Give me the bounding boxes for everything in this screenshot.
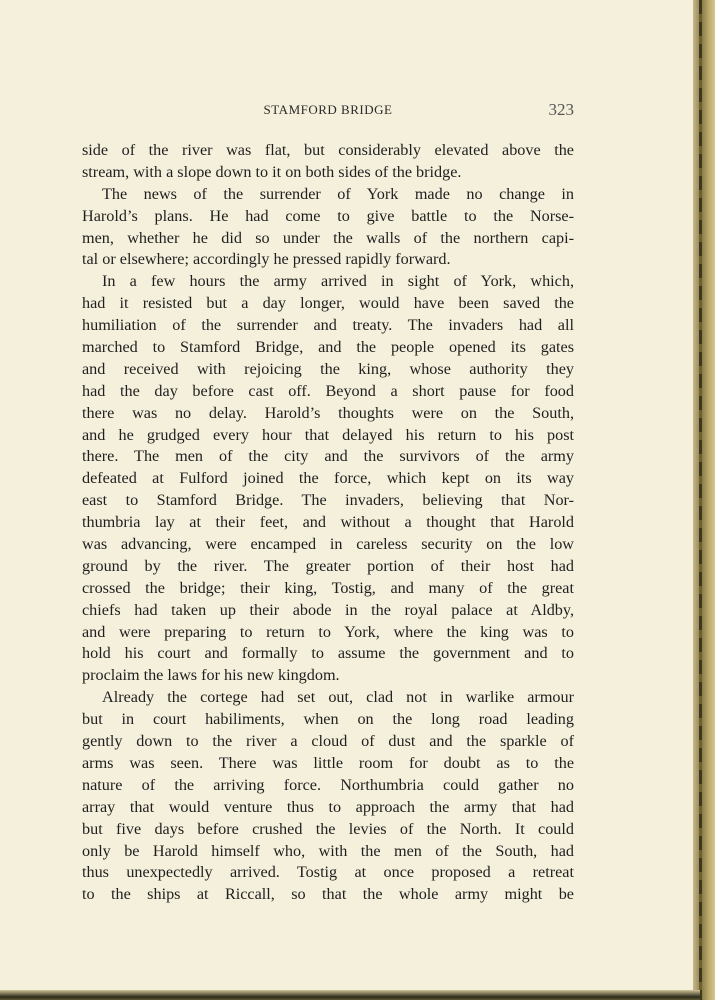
text-line: east to Stamford Bridge. The invaders, believing that Nor- (82, 491, 574, 510)
text-line: array that would venture thus to approach the army that had (82, 797, 574, 816)
text-line: and received with rejoicing the king, whose authority they (82, 359, 574, 378)
text-line: In a few hours the army arrived in sight of York, which, (102, 272, 574, 291)
page-number: 323 (548, 100, 574, 119)
text-line: marched to Stamford Bridge, and the people opened its gates (82, 338, 574, 357)
text-line: gently down to the river a cloud of dust and the sparkle of (82, 732, 574, 751)
text-line: to the ships at Riccall, so that the whole army might be (82, 885, 574, 904)
page-bottom-edge (0, 990, 700, 1000)
text-line: thumbria lay at their feet, and without a thought that Harold (82, 513, 574, 532)
page-header (82, 102, 574, 122)
text-line: hold his court and formally to assume the government and to (82, 644, 574, 663)
text-line: but in court habiliments, when on the long road leading (82, 710, 574, 729)
body-text (82, 140, 574, 906)
text-line: The news of the surrender of York made no change in (102, 184, 574, 203)
text-line: Already the cortege had set out, clad not in warlike armour (102, 688, 574, 707)
text-line: but five days before crushed the levies of the North. It could (82, 819, 574, 838)
text-line: thus unexpectedly arrived. Tostig at once proposed a retreat (82, 863, 574, 882)
running-head: STAMFORD BRIDGE (263, 102, 393, 117)
text-line: and were preparing to return to York, where the king was to (82, 622, 574, 641)
text-line: ground by the river. The greater portion of their host had (82, 556, 574, 575)
text-line: defeated at Fulford joined the force, which kept on its way (82, 469, 574, 488)
text-line: and he grudged every hour that delayed his return to his post (82, 425, 574, 444)
text-line: humiliation of the surrender and treaty. The invaders had all (82, 316, 574, 335)
text-line: nature of the arriving force. Northumbria could gather no (82, 775, 574, 794)
text-line: had the day before cast off. Beyond a short pause for food (82, 381, 574, 400)
text-line: tal or elsewhere; accordingly he pressed rapidly forward. (82, 250, 451, 269)
text-line: there. The men of the city and the survivors of the army (82, 447, 574, 466)
text-line: crossed the bridge; their king, Tostig, and many of the great (82, 578, 574, 597)
text-line: only be Harold himself who, with the men of the South, had (82, 841, 574, 860)
text-line: Harold’s plans. He had come to give battle to the Norse- (82, 206, 574, 225)
text-line: side of the river was flat, but considerably elevated above the (82, 141, 574, 159)
text-line: had it resisted but a day longer, would have been saved the (82, 294, 574, 313)
text-line: chiefs had taken up their abode in the royal palace at Aldby, (82, 600, 574, 619)
text-line: stream, with a slope down to it on both sides of the bridge. (82, 162, 462, 181)
text-line: was advancing, were encamped in careless security on the low (82, 535, 574, 554)
text-line: proclaim the laws for his new kingdom. (82, 666, 340, 685)
text-line: men, whether he did so under the walls of the northern capi- (82, 228, 574, 247)
book-spine (693, 0, 715, 1000)
text-line: there was no delay. Harold’s thoughts were on the South, (82, 403, 574, 422)
text-line: arms was seen. There was little room for doubt as to the (82, 753, 574, 772)
